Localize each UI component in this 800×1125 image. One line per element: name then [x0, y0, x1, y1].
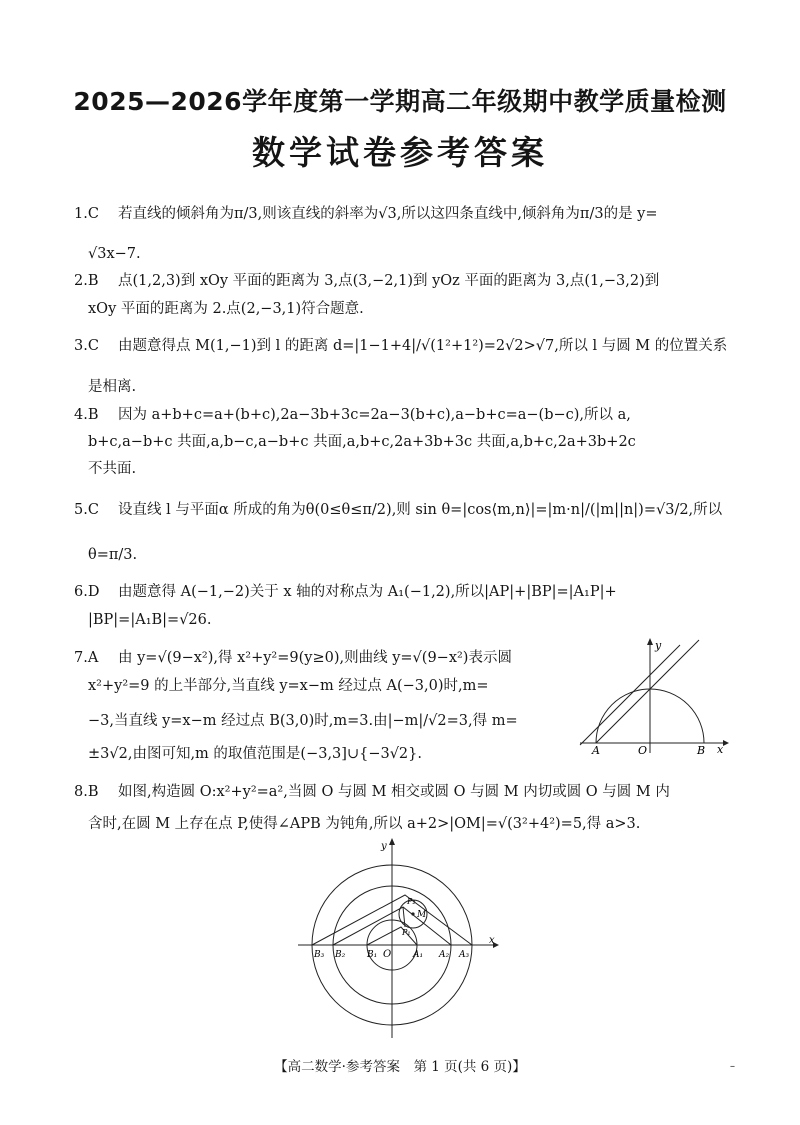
answer-8-number: 8.B: [74, 784, 99, 800]
figure-8-label-b1: B₁: [367, 950, 378, 960]
answer-7-line-3: −3,当直线 y=x−m 经过点 B(3,0)时,m=3.由|−m|/√2=3,得 m=: [88, 713, 518, 729]
answer-1-line-1: 1.C 若直线的倾斜角为π/3,则该直线的斜率为√3,所以这四条直线中,倾斜角为π/3的是 y=: [74, 206, 658, 222]
figure-7-line-lower: [596, 640, 699, 743]
figure-8-label-a2: A₂: [439, 950, 450, 960]
answer-4-line-1: 4.B 因为 a+b+c=a+(b+c),2a−3b+3c=2a−3(b+c),a−b+c=a−(b−c),所以 a,: [74, 407, 631, 423]
answer-4-number: 4.B: [74, 407, 99, 423]
figure-8-label-x: x: [489, 935, 495, 946]
answer-1-line-2: √3x−7.: [88, 246, 141, 262]
figure-8-label-p1: P₁: [402, 928, 411, 937]
figure-8-label-p2: P₂: [407, 897, 416, 906]
answer-3-line-1: 3.C 由题意得点 M(1,−1)到 l 的距离 d=|1−1+4|/√(1²+1²)=2√2>√7,所以 l 与圆 M 的位置关系: [74, 338, 728, 354]
answer-2-number: 2.B: [74, 273, 99, 289]
answer-8-line-2: 含时,在圆 M 上存在点 P,使得∠APB 为钝角,所以 a+2>|OM|=√(3²+4²)=5,得 a>3.: [88, 816, 641, 832]
answer-2-line-2: xOy 平面的距离为 2.点(2,−3,1)符合题意.: [88, 301, 364, 317]
figure-8-label-b3: B₃: [314, 950, 325, 960]
figure-8-label-m: M: [417, 910, 427, 920]
figure-7-diagram: [575, 635, 730, 755]
figure-8-label-o: O: [383, 949, 392, 960]
figure-7-y-arrow: [647, 638, 653, 645]
answer-5-number: 5.C: [74, 502, 99, 518]
figure-8-label-b2: B₂: [335, 950, 346, 960]
figure-8-diagram: [295, 835, 505, 1040]
figure-7-label-b: B: [697, 744, 706, 755]
answer-5-line-2: θ=π/3.: [88, 547, 138, 563]
page-title: 2025—2026学年度第一学期高二年级期中教学质量检测: [73, 87, 727, 116]
figure-8-label-a1: A₁: [413, 950, 424, 960]
answer-7-line-2: x²+y²=9 的上半部分,当直线 y=x−m 经过点 A(−3,0)时,m=: [88, 678, 489, 694]
figure-7-x-arrow: [723, 740, 729, 746]
answer-2-line-1: 2.B 点(1,2,3)到 xOy 平面的距离为 3,点(3,−2,1)到 yOz 平面的距离为 3,点(1,−3,2)到: [74, 273, 660, 289]
page-footer: 【高二数学·参考答案 第 1 页(共 6 页)】: [274, 1059, 526, 1075]
answer-1-number: 1.C: [74, 206, 99, 222]
answer-3-line-2: 是相离.: [88, 379, 137, 395]
figure-7-label-a: A: [592, 744, 600, 755]
answer-8-line-1: 8.B 如图,构造圆 O:x²+y²=a²,当圆 O 与圆 M 相交或圆 O 与圆 M 内切或圆 O 与圆 M 内: [74, 784, 670, 800]
answer-3-number: 3.C: [74, 338, 99, 354]
answer-5-line-1: 5.C 设直线 l 与平面α 所成的角为θ(0≤θ≤π/2),则 sin θ=|cos⟨m,n⟩|=|m·n|/(|m||n|)=√3/2,所以: [74, 502, 723, 518]
page-subtitle: 数学试卷参考答案: [252, 133, 548, 172]
answer-7-line-4: ±3√2,由图可知,m 的取值范围是(−3,3]∪{−3√2}.: [88, 746, 422, 762]
figure-7-line-upper: [580, 645, 680, 745]
answer-7-number: 7.A: [74, 650, 99, 666]
figure-8-label-y: y: [381, 841, 387, 852]
answer-6-line-2: |BP|=|A₁B|=√26.: [88, 612, 212, 628]
figure-7-label-o: O: [638, 744, 648, 755]
answer-6-line-1: 6.D 由题意得 A(−1,−2)关于 x 轴的对称点为 A₁(−1,2),所以|AP|+|BP|=|A₁P|+: [74, 584, 617, 600]
footer-tick-mark: –: [730, 1061, 735, 1072]
answer-7-line-1: 7.A 由 y=√(9−x²),得 x²+y²=9(y≥0),则曲线 y=√(9−x²)表示圆: [74, 650, 512, 666]
figure-7-label-y: y: [655, 639, 662, 652]
figure-8-label-a3: A₃: [459, 950, 470, 960]
figure-7-label-x: x: [717, 743, 724, 755]
answer-6-number: 6.D: [74, 584, 100, 600]
answer-4-line-3: 不共面.: [88, 461, 137, 477]
answer-4-line-2: b+c,a−b+c 共面,a,b−c,a−b+c 共面,a,b+c,2a+3b+3c 共面,a,b+c,2a+3b+2c: [88, 434, 636, 450]
figure-8-y-arrow: [389, 838, 395, 845]
